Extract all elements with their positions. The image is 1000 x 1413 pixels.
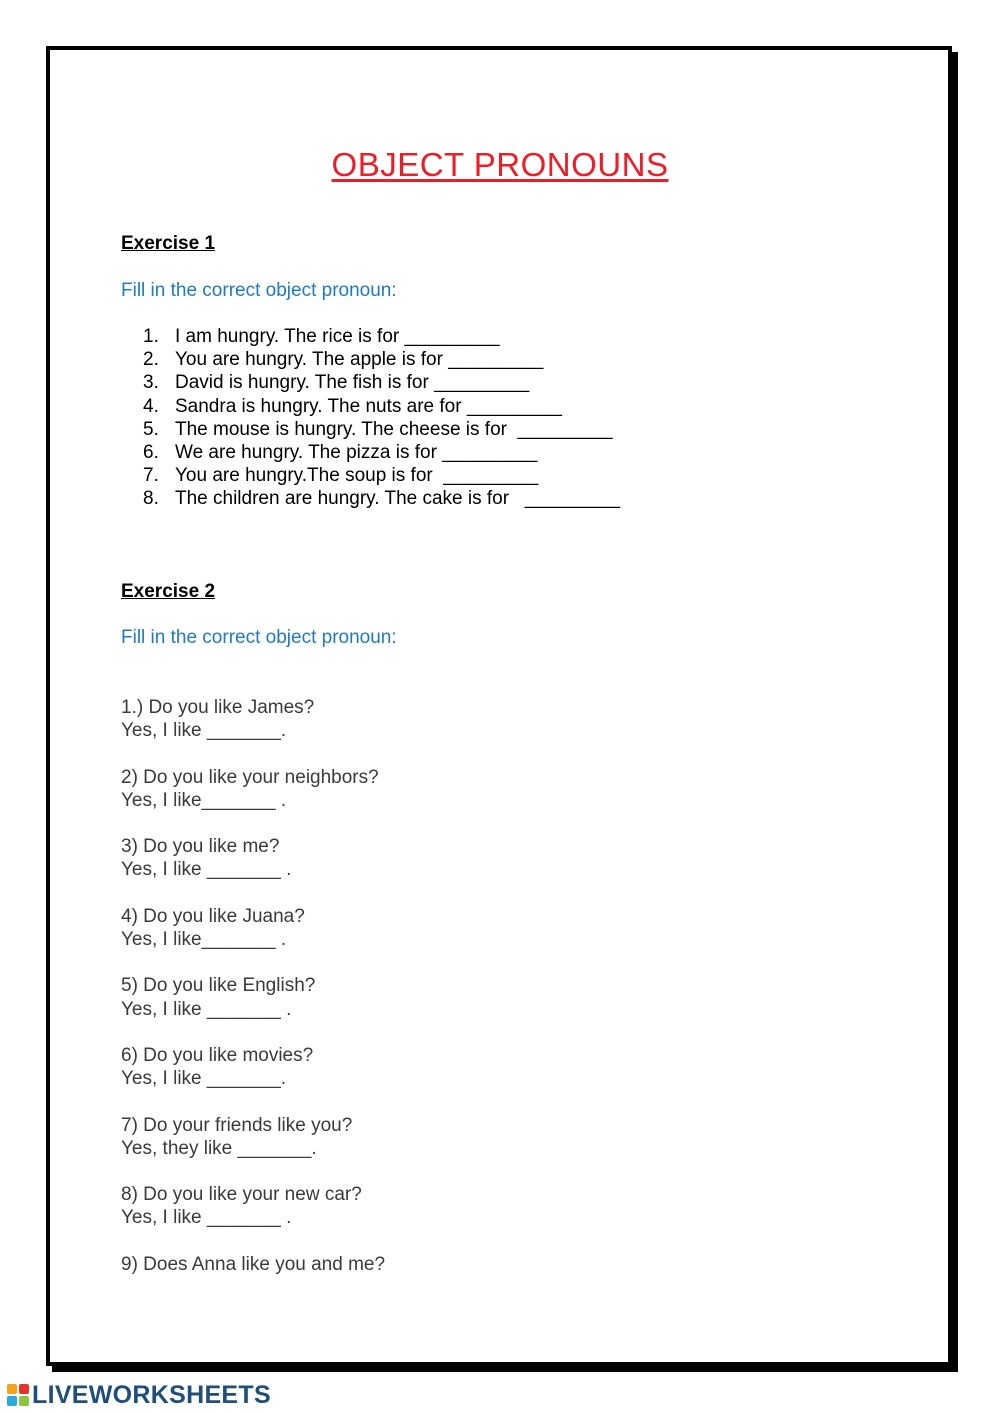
exercise-2-questions <box>121 696 385 1322</box>
page-title: OBJECT PRONOUNS <box>331 146 669 183</box>
question-text: 1.) Do you like James? <box>121 697 315 718</box>
answer-line: Yes, I like _______. <box>121 720 287 742</box>
question-text: 5) Do you like English? <box>121 975 316 997</box>
item-text: You are hungry.The soup is for _________ <box>175 465 539 487</box>
exercise-1-heading: Exercise 1 <box>121 233 216 254</box>
item-number: 8. <box>143 488 159 510</box>
question-text: 3) Do you like me? <box>121 836 280 858</box>
answer-line <box>121 1276 385 1299</box>
item-number: 4. <box>143 395 159 417</box>
item-text: The children are hungry. The cake is for _________ <box>175 488 621 510</box>
answer-line: Yes, I like_______ . <box>121 789 287 811</box>
list-item <box>143 395 620 418</box>
exercise-2-instruction: Fill in the correct object pronoun: <box>121 627 397 648</box>
question-text: 7) Do your friends like you? <box>121 1114 353 1136</box>
question-text: 4) Do you like Juana? <box>121 905 305 927</box>
question-block <box>121 905 385 975</box>
item-number: 1. <box>143 326 159 347</box>
item-text: You are hungry. The apple is for _________ <box>175 349 544 371</box>
question-block <box>121 1114 385 1184</box>
liveworksheets-logo-icon <box>7 1384 29 1406</box>
footer-logo[interactable] <box>7 1381 271 1409</box>
item-number: 7. <box>143 465 159 487</box>
item-text: David is hungry. The fish is for _________ <box>175 372 530 394</box>
answer-line: Yes, I like _______ . <box>121 998 292 1020</box>
question-block <box>121 1044 385 1114</box>
exercise-2-heading: Exercise 2 <box>121 581 216 602</box>
question-block <box>121 766 385 836</box>
question-block <box>121 1253 385 1323</box>
question-block <box>121 835 385 905</box>
logo-text: LIVEWORKSHEETS <box>32 1381 271 1409</box>
list-item <box>143 348 620 371</box>
item-number: 6. <box>143 441 159 463</box>
list-item <box>143 487 620 510</box>
list-item <box>143 441 620 464</box>
item-text: Sandra is hungry. The nuts are for _________ <box>175 395 562 417</box>
exercise-1-instruction: Fill in the correct object pronoun: <box>121 280 397 301</box>
answer-line: Yes, I like _______ . <box>121 859 292 881</box>
item-text: I am hungry. The rice is for _________ <box>175 326 500 347</box>
answer-line: Yes, I like _______ . <box>121 1207 292 1229</box>
item-text: We are hungry. The pizza is for _________ <box>175 441 538 463</box>
question-block <box>121 974 385 1044</box>
item-number: 5. <box>143 418 159 440</box>
question-block <box>121 696 385 766</box>
question-text: 2) Do you like your neighbors? <box>121 766 379 788</box>
answer-line: Yes, they like _______. <box>121 1137 317 1159</box>
item-number: 2. <box>143 349 159 371</box>
question-text: 6) Do you like movies? <box>121 1044 314 1066</box>
answer-line: Yes, I like _______. <box>121 1068 287 1090</box>
item-text: The mouse is hungry. The cheese is for _________ <box>175 418 613 440</box>
exercise-1-list <box>143 325 620 511</box>
list-item <box>143 418 620 441</box>
question-text: 9) Does Anna like you and me? <box>121 1253 386 1275</box>
question-text: 8) Do you like your new car? <box>121 1184 362 1206</box>
question-block <box>121 1183 385 1253</box>
answer-line: Yes, I like_______ . <box>121 928 287 950</box>
list-item <box>143 464 620 487</box>
list-item <box>143 325 620 348</box>
list-item <box>143 371 620 394</box>
item-number: 3. <box>143 372 159 394</box>
